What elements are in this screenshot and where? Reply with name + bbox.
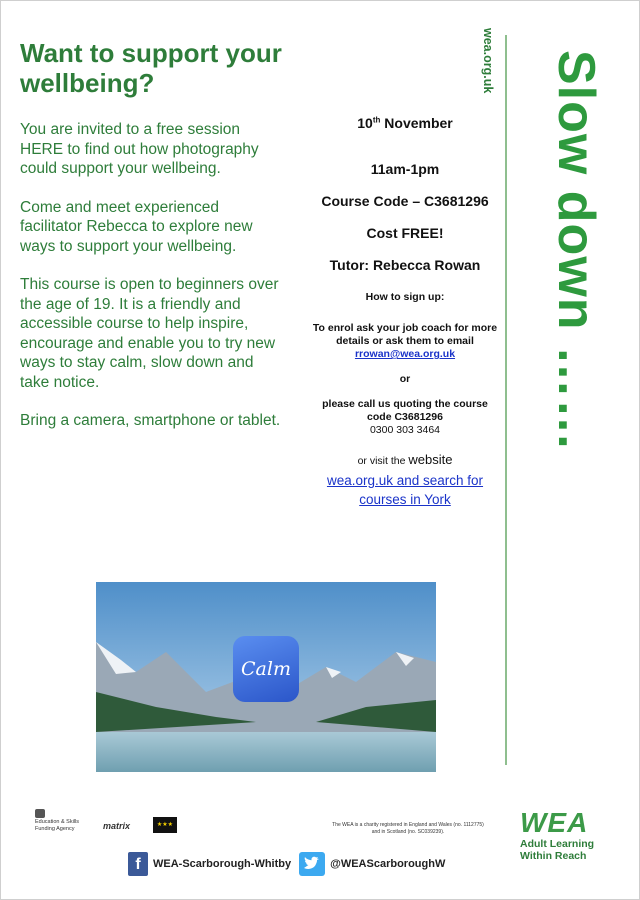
column-divider [505,35,507,765]
visit-word: website [408,452,453,467]
intro-paragraph-facilitator: Come and meet experienced facilitator Rebecca to explore new ways to support your wellbeing. [20,198,253,255]
intro-paragraph-audience: This course is open to beginners over the age of 19. It is a friendly and accessible course to help inspire, encourage and enable you to try new ways to stay calm, slow down and take notice. [20,276,279,391]
signup-call: please call us quoting the course code C3681296 [322,398,488,423]
side-url [477,28,497,128]
eu-flag-icon: ★★★ [153,817,177,833]
visit-prefix: or visit the [357,455,406,467]
bird-icon [299,852,325,876]
facebook-handle[interactable]: WEA-Scarborough-Whitby [153,858,292,870]
wea-logo [520,808,620,862]
calm-landscape-photo [96,582,436,772]
signup-heading: How to sign up: [365,291,445,303]
efsa-logo: Education & Skills Funding Agency [35,819,80,832]
facebook-icon[interactable]: f [128,852,148,876]
slow-down-banner [540,50,610,650]
wea-wordmark: WEA [520,807,589,838]
side-url-text: wea.org.uk [481,28,495,94]
course-code: Course Code – C3681296 [321,193,489,209]
date-suffix: th [372,115,381,125]
event-cost: Cost FREE! [366,225,444,241]
page-title: Want to support your wellbeing? [20,38,282,98]
intro-paragraph-equipment: Bring a camera, smartphone or tablet. [20,412,281,429]
date-month: November [384,115,453,131]
event-date [300,115,510,131]
social-links [128,850,445,878]
website-link[interactable]: wea.org.uk and search for courses in York [326,473,484,507]
slow-down-text: Slow down …… [547,50,605,452]
crest-icon [35,809,45,818]
event-time: 11am-1pm [370,161,440,177]
wea-tagline-line2: Within Reach [520,850,587,862]
charity-note: The WEA is a charity registered in England and Wales (no. 1112775) and in Scotland (no. SC039239). [332,822,484,835]
signup-or: or [399,373,411,385]
signup-enrol [300,322,510,361]
calm-app-icon [233,636,299,702]
email-link[interactable]: rrowan@wea.org.uk [354,348,456,360]
twitter-icon[interactable] [299,852,325,876]
date-day: 10 [357,115,373,131]
event-details [300,115,510,509]
funder-logos [35,815,195,849]
calm-app-label: Calm [241,658,291,680]
intro-paragraph-invite: You are invited to a free session HERE to find out how photography could support your wellbeing. [20,121,259,177]
signup-visit [300,453,510,468]
twitter-handle[interactable]: @WEAScarboroughW [330,858,446,870]
intro-column [20,38,285,450]
enrol-text: To enrol ask your job coach for more details or ask them to email [312,322,498,347]
signup-phone: 0300 303 3464 [369,424,441,436]
event-tutor: Tutor: Rebecca Rowan [329,257,481,273]
wea-tagline-line1: Adult Learning [520,838,595,850]
matrix-logo: matrix [103,821,131,831]
